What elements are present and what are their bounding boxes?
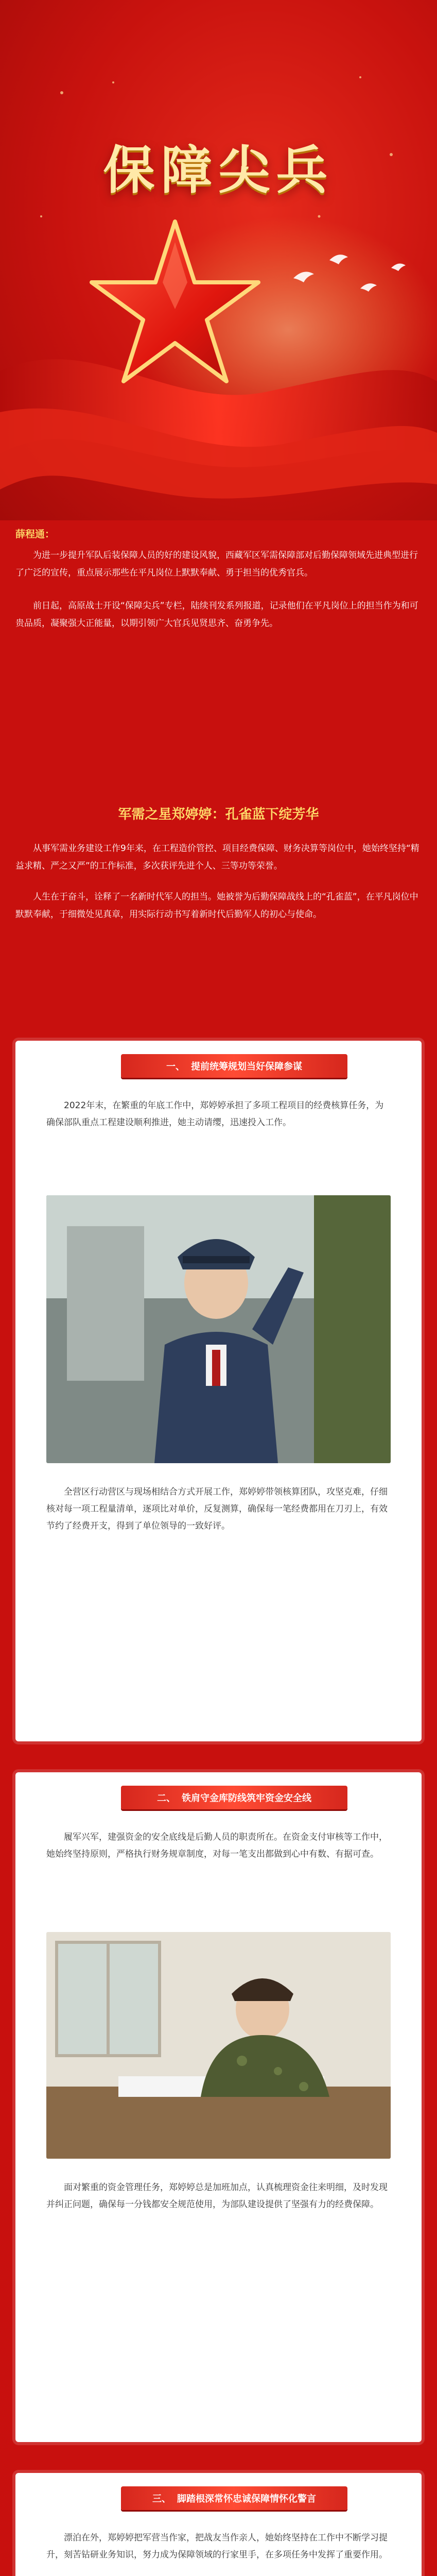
card-paragraph: 面对繁重的资金管理任务，郑婷婷总是加班加点，认真梳理资金往来明细，及时发现并纠正问题，确保每一分钱都安全规范使用，为部队建设提供了坚强有力的经费保障。	[46, 2182, 388, 2210]
story-heading: 军需之星郑婷婷：孔雀蓝下绽芳华	[118, 807, 319, 822]
card-text	[46, 1829, 391, 1874]
card-title: 铁肩守金库防线筑牢资金安全线	[182, 1793, 311, 1804]
card-text	[46, 1097, 391, 1143]
intro-paragraph: 前日起，高原战士开设“保障尖兵”专栏，陆续刊发系列报道，记录他们在平凡岗位上的担当作为和可贵品质，凝聚强大正能量，以期引领广大官兵见贤思齐、奋勇争先。	[15, 601, 418, 629]
card-paragraph: 履军兴军，建强资金的安全底线是后勤人员的职责所在。在资金支付审核等工作中，她始终坚持原则，严格执行财务规章制度，对每一笔支出都做到心中有数、有据可查。	[46, 1832, 388, 1859]
card-title: 脚踏根深常怀忠诚保障情怀化警言	[177, 2494, 316, 2504]
card-number: 一、	[166, 1061, 185, 1072]
card-number: 三、	[152, 2494, 171, 2504]
story-card-1	[15, 1041, 422, 1741]
story-intro	[15, 840, 422, 937]
card-paragraph: 全营区行动营区与现场相结合方式开展工作，郑婷婷带领核算团队，攻坚克难，仔细核对每一项工程量清单，逐项比对单价，反复测算，确保每一笔经费都用在刀刃上，有效节约了经费开支，得到了单位领导的一致好评。	[46, 1487, 388, 1531]
card-text	[46, 1484, 391, 1546]
card-text	[46, 2530, 391, 2575]
hero-title: 保障尖兵	[103, 140, 334, 200]
hero-artwork	[0, 0, 437, 520]
intro-section	[15, 526, 422, 648]
story-paragraph: 从事军需业务建设工作9年来，在工程造价管控、项目经费保障、财务决算等岗位中，她始终坚持“精益求精、严之又严”的工作标准，多次获评先进个人、三等功等荣誉。	[15, 843, 419, 871]
author-label: 薛程通：	[15, 529, 55, 540]
card-title-banner	[121, 1786, 347, 1809]
story-card-2	[15, 1772, 422, 2442]
card-title-banner	[121, 2486, 347, 2510]
card-text	[46, 2179, 391, 2225]
desk-photo	[46, 1932, 391, 2159]
card-title: 提前统筹规划当好保障参谋	[191, 1061, 302, 1072]
card-paragraph: 漂泊在外，郑婷婷把军营当作家，把战友当作亲人，她始终坚持在工作中不断学习提升，刻苦钻研业务知识，努力成为保障领域的行家里手，在多项任务中发挥了重要作用。	[46, 2533, 388, 2560]
hero-banner	[0, 0, 437, 520]
intro-paragraph: 为进一步提升军队后装保障人员的好的建设风貌，西藏军区军需保障部对后勤保障领域先进典型进行了广泛的宣传，重点展示那些在平凡岗位上默默奉献、勇于担当的优秀官兵。	[15, 550, 418, 578]
card-paragraph: 2022年末，在繁重的年底工作中，郑婷婷承担了多项工程项目的经费核算任务，为确保部队重点工程建设顺利推进，她主动请缨，迅速投入工作。	[46, 1100, 384, 1128]
card-number: 二、	[157, 1793, 176, 1804]
story-card-3	[15, 2473, 422, 2576]
card-title-banner	[121, 1054, 347, 1078]
story-paragraph: 人生在于奋斗，诠释了一名新时代军人的担当。她被誉为后勤保障战线上的“孔雀蓝”，在平凡岗位中默默奉献，于细微处见真章，用实际行动书写着新时代后勤军人的初心与使命。	[15, 892, 418, 920]
salute-photo	[46, 1195, 391, 1463]
